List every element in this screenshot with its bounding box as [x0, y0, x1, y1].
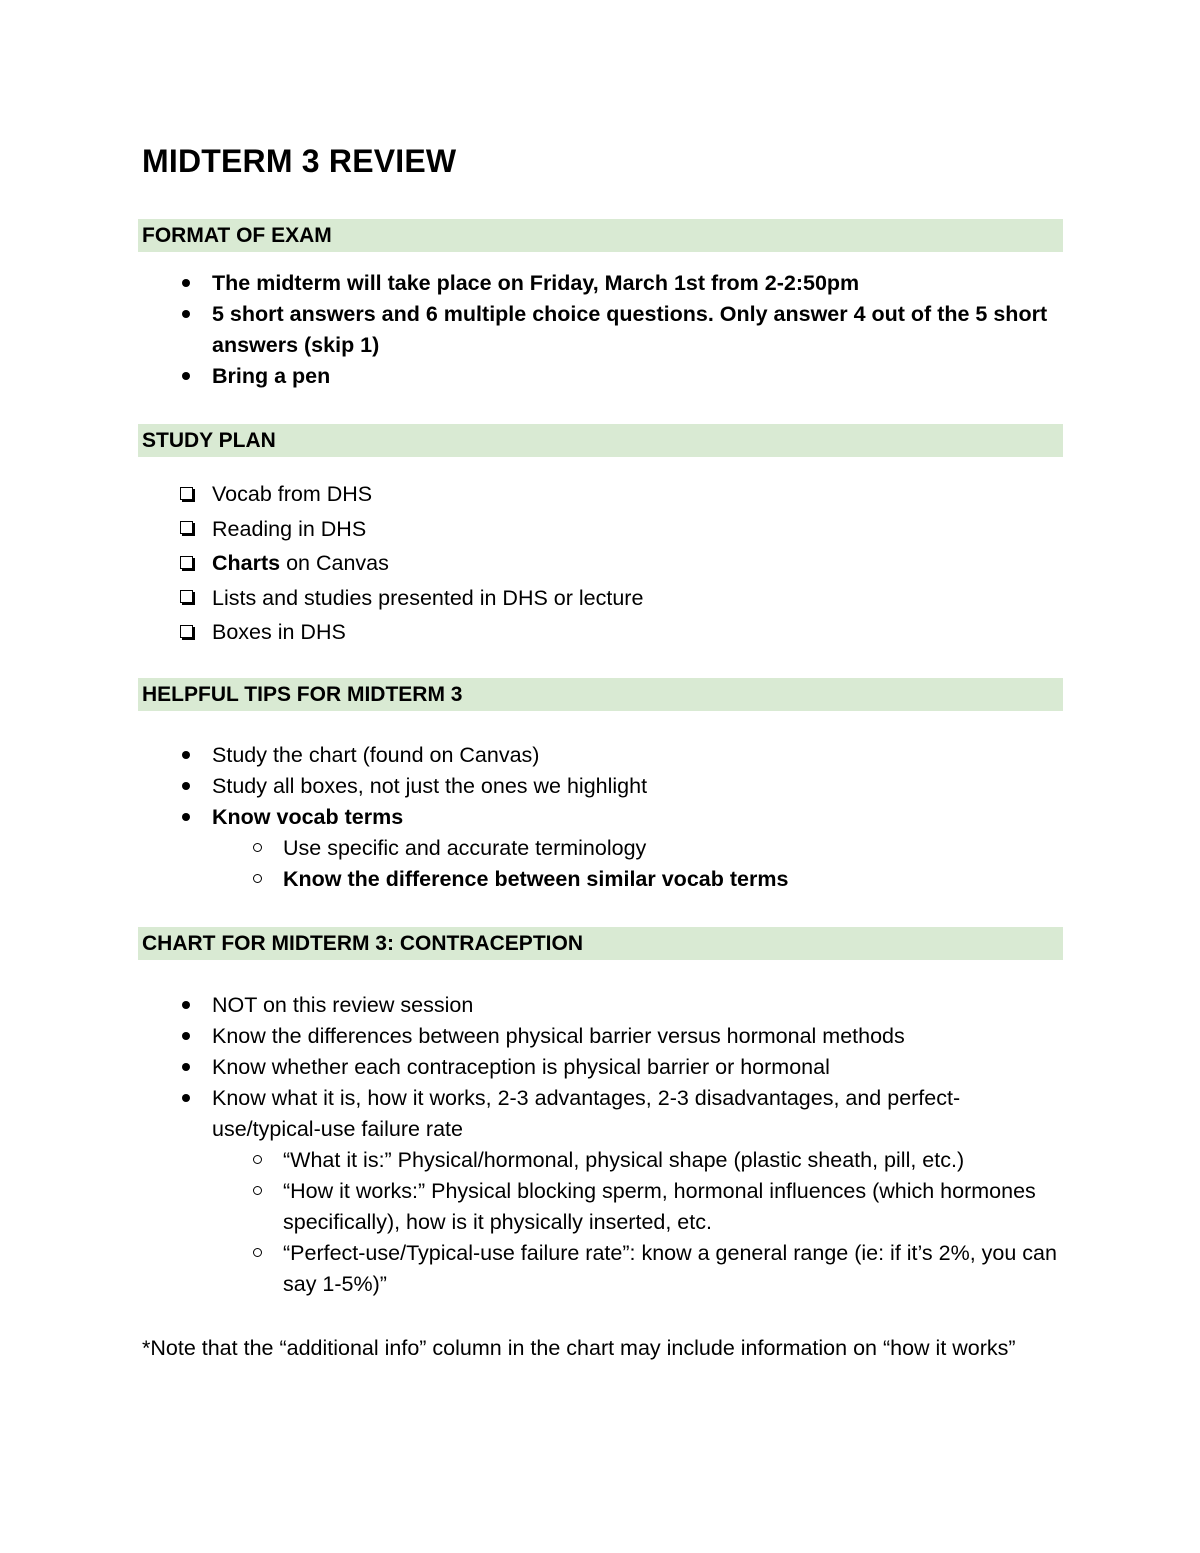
checklist-item: Lists and studies presented in DHS or lecture [0, 581, 1060, 616]
sub-list-item: Use specific and accurate terminology [0, 833, 1060, 864]
section-heading-study-plan: STUDY PLAN [138, 424, 1063, 457]
bullet-dot-icon [174, 802, 198, 833]
sub-list-item: “What it is:” Physical/hormonal, physical shape (plastic sheath, pill, etc.) [0, 1145, 1060, 1176]
study-plan-list [0, 477, 1060, 650]
bullet-dot-icon [174, 1052, 198, 1083]
list-item: Know what it is, how it works, 2-3 advantages, 2-3 disadvantages, and perfect-use/typical-use failure rate [0, 1083, 1060, 1145]
checkbox-icon [174, 615, 198, 650]
checkbox-icon [174, 581, 198, 616]
list-item: Bring a pen [0, 361, 1060, 392]
checklist-item: Charts on Canvas [0, 546, 1060, 581]
section-heading-helpful-tips: HELPFUL TIPS FOR MIDTERM 3 [138, 678, 1063, 711]
list-item: NOT on this review session [0, 990, 1060, 1021]
section-heading-chart-contraception: CHART FOR MIDTERM 3: CONTRACEPTION [138, 927, 1063, 960]
section-heading-format-of-exam: FORMAT OF EXAM [138, 219, 1063, 252]
checklist-item: Reading in DHS [0, 512, 1060, 547]
bullet-dot-icon [174, 299, 198, 330]
checkbox-icon [174, 546, 198, 581]
bullet-dot-icon [174, 361, 198, 392]
list-item: The midterm will take place on Friday, March 1st from 2-2:50pm [0, 268, 1060, 299]
bullet-ring-icon [245, 864, 269, 895]
sub-list-item: “How it works:” Physical blocking sperm, hormonal influences (which hormones specifically), how is it physically inserted, etc. [0, 1176, 1060, 1238]
bullet-dot-icon [174, 1083, 198, 1114]
checkbox-icon [174, 512, 198, 547]
bullet-ring-icon [245, 833, 269, 864]
list-item: Study the chart (found on Canvas) [0, 740, 1060, 771]
bullet-ring-icon [245, 1145, 269, 1176]
checkbox-icon [174, 477, 198, 512]
list-item: Know whether each contraception is physical barrier or hormonal [0, 1052, 1060, 1083]
bullet-ring-icon [245, 1176, 269, 1207]
bullet-dot-icon [174, 771, 198, 802]
bullet-dot-icon [174, 1021, 198, 1052]
checklist-item: Boxes in DHS [0, 615, 1060, 650]
footnote: *Note that the “additional info” column in the chart may include information on “how it works” [142, 1336, 1016, 1360]
bullet-dot-icon [174, 740, 198, 771]
format-of-exam-list [0, 268, 1060, 392]
page-title: MIDTERM 3 REVIEW [142, 143, 457, 179]
list-item: Know the differences between physical barrier versus hormonal methods [0, 1021, 1060, 1052]
helpful-tips-list [0, 740, 1060, 895]
bullet-dot-icon [174, 990, 198, 1021]
chart-contraception-list [0, 990, 1060, 1300]
list-item: 5 short answers and 6 multiple choice questions. Only answer 4 out of the 5 short answers (skip 1) [0, 299, 1060, 361]
list-item: Study all boxes, not just the ones we highlight [0, 771, 1060, 802]
bullet-ring-icon [245, 1238, 269, 1269]
sub-list-item: “Perfect-use/Typical-use failure rate”: know a general range (ie: if it’s 2%, you can say 1-5%)” [0, 1238, 1060, 1300]
checklist-item: Vocab from DHS [0, 477, 1060, 512]
bullet-dot-icon [174, 268, 198, 299]
list-item: Know vocab terms [0, 802, 1060, 833]
sub-list-item: Know the difference between similar vocab terms [0, 864, 1060, 895]
